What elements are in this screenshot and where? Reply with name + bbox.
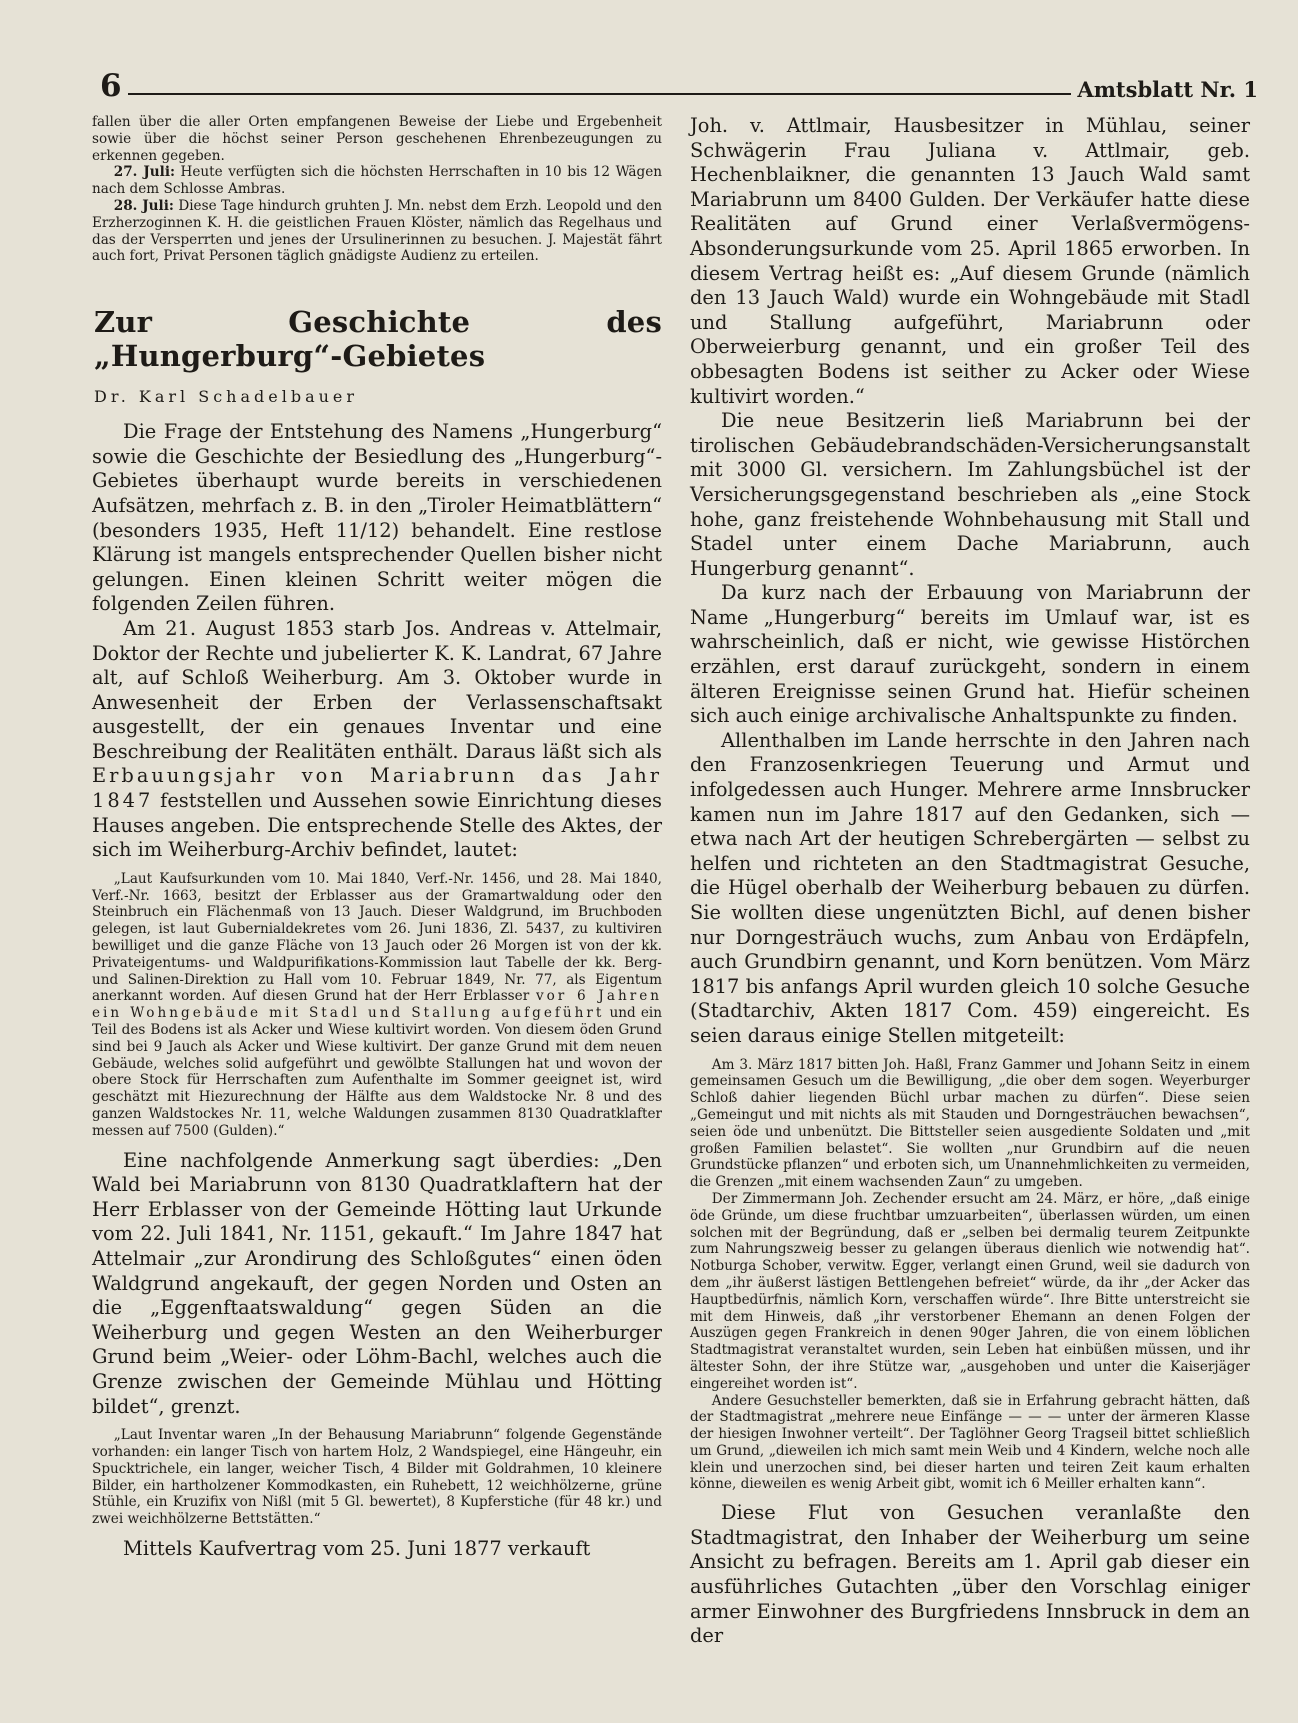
- article-paragraph-4: Mittels Kaufvertrag vom 25. Juni 1877 verkauft: [123, 1536, 591, 1560]
- page-number: 6: [100, 68, 122, 104]
- chronicle-date-28: 28. Juli:: [113, 197, 174, 214]
- paragraph-2-end: feststellen und Aussehen sowie Einrichtung dieses Hauses angeben. Die entsprechende Stelle des Aktes, der sich im Weiherburg-Archiv befindet, lautet:: [92, 789, 662, 862]
- chronicle-entry-27: [92, 164, 662, 198]
- petition-quote-3: Andere Gesuchsteller bemerkten, daß sie in Erfahrung gebracht hätten, daß der Stadtmagistrat „mehrere neue Einfänge — — — unter der ärmeren Klasse der hiesigen Inwohner verteilt“. Der Taglöhner Georg Tragseil bittet schließlich um Grund, „dieweilen ich mich samt mein Weib und 4 Kindern, welche noch alle klein und unerzochen sind, bei dieser harten und teiren Zeit kaum erhalten könne, dieweilen es wenig Arbeit gibt, womit ich 6 Meiller erhalten kann“.: [690, 1392, 1250, 1493]
- chronicle-date-27: 27. Juli:: [113, 164, 175, 181]
- article-paragraph-2: [92, 617, 662, 863]
- inventory-quote: [92, 871, 662, 1140]
- article-title: Zur Geschichte des „Hungerburg“-Gebietes: [94, 305, 662, 374]
- right-paragraph-4: Allenthalben im Lande herrschte in den Jahren nach den Franzosenkriegen Teuerung und Armut und infolgedessen auch Hunger. Mehrere arme Innsbrucker kamen nun im Jahre 1817 auf den Gedanken, sich — etwa nach Art der heutigen Schrebergärten — selbst zu helfen und richteten an den Stadtmagistrat Gesuche, die Hügel oberhalb der Weiherburg bebauen zu dürfen. Sie wollten diese ungenützten Bichl, auf denen bisher nur Dorngesträuch wuchs, zum Anbau von Erdäpfeln, auch Grundbirn genannt, und Korn benützen. Vom März 1817 bis anfangs April wurden gleich 10 solche Gesuche (Stadtarchiv, Akten 1817 Com. 459) eingereicht. Es seien daraus einige Stellen mitgeteilt:: [690, 728, 1250, 1047]
- chronicle-entry-28: [92, 198, 662, 265]
- paragraph-2-spaced: Erbauungsjahr von Mariabrunn das Jahr 1847: [92, 764, 662, 813]
- left-column: [92, 114, 662, 1562]
- header-rule: [128, 93, 1072, 95]
- inventory-quote-spaced: vor 6 Jahren ein Wohngebäude mit Stadl und Stallung aufgeführt: [92, 988, 662, 1022]
- petition-quote-2: Der Zimmermann Joh. Zechender ersucht am 24. März, er höre, „daß einige öde Gründe, um diese fruchtbar umzuarbeiten“, überlassen würden, um einen solchen mit der Begründung, daß er „selben bei dermalig teurem Zeitpunkte zum Nahrungszweig besser zu gelangen überaus dienlich wie notwendig hat“. Notburga Schober, verwitw. Egger, verlangt einen Grund, weil sie dadurch von dem „ihr äußerst lästigen Bettlengehen befreiet“ würde, da ihr „der Acker das Hauptbedürfnis, nämlich Korn, verschaffen würde“. Ihre Bitte unterstreicht sie mit dem Hinweis, daß „ihr verstorbener Ehemann an denen Folgen der Auszügen gegen Frankreich in denen 90ger Jahren, die von einem löblichen Stadtmagistrat veranstaltet wurden, sein Leben hat einbüßen müssen, und ihr ältester Sohn, der ihre Stütze war, „ausgehoben und unter die Kaiserjäger eingereihet worden ist“.: [690, 1190, 1250, 1392]
- right-paragraph-2: Die neue Besitzerin ließ Mariabrunn bei der tirolischen Gebäudebrandschäden-Versicherungsanstalt mit 3000 Gl. versichern. Im Zahlungsbüchel ist der Versicherungsgegenstand beschrieben als „eine Stock hohe, ganz freistehende Wohnbehausung mit Stall und Stadel unter einem Dache Mariabrunn, auch Hungerburg genannt“.: [690, 409, 1250, 580]
- inventory-quote-start: „Laut Kaufsurkunden vom 10. Mai 1840, Verf.-Nr. 1456, und 28. Mai 1840, Verf.-Nr. 1663, besitzt der Erblasser aus der Gramartwaldung oder den Steinbruch ein Flächenmaß von 13 Jauch. Dieser Waldgrund, im Bruchboden gelegen, ist laut Gubernialdekretes vom 26. Juni 1836, Zl. 5437, zu kultiviren bewilliget und die ganze Fläche von 13 Jauch oder 26 Morgen ist von der kk. Privateigentums- und Waldpurifikations-Kommission laut Tabelle der kk. Berg- und Salinen-Direktion zu Hall vom 10. Februar 1849, Nr. 77, als Eigentum anerkannt worden. Auf diesen Grund hat der Herr Erblasser: [92, 870, 662, 1005]
- article-paragraph-3: Eine nachfolgende Anmerkung sagt überdies: „Den Wald bei Mariabrunn von 8130 Quadratklaftern hat der Herr Erblasser von der Gemeinde Hötting laut Urkunde vom 22. Juli 1841, Nr. 1151, gekauft.“ Im Jahre 1847 hat Attelmair „zur Arondirung des Schloßgutes“ einen öden Waldgrund angekauft, der gegen Norden und Osten an die „Eggenftaatswaldung“ gegen Süden an die Weiherburg und gegen Westen an den Weiherburger Grund beim „Weier- oder Löhm-Bachl, welches auch die Grenze zwischen der Gemeinde Mühlau und Hötting bildet“, grenzt.: [92, 1148, 662, 1418]
- right-paragraph-1: Joh. v. Attlmair, Hausbesitzer in Mühlau, seiner Schwägerin Frau Juliana v. Attlmair, geb. Hechenblaikner, die genannten 13 Jauch Wald samt Mariabrunn um 8400 Gulden. Der Verkäufer hatte diese Realitäten auf Grund einer Verlaßvermögens-Absonderungsurkunde vom 25. April 1865 erworben. In diesem Vertrag heißt es: „Auf diesem Grunde (nämlich den 13 Jauch Wald) wurde ein Wohngebäude mit Stadl und Stallung aufgeführt, Mariabrunn oder Oberweierburg genannt, und ein großer Teil des obbesagten Bodens ist seither zu Acker oder Wiese kultivirt worden.“: [690, 114, 1250, 408]
- page-header: [100, 62, 1258, 102]
- inventory-quote-end: und ein Teil des Bodens ist als Acker und Wiese kultivirt worden. Von diesem öden Grund sind bei 9 Jauch als Acker und Wiese kultivirt. Der ganze Grund mit dem neuen Gebäude, welches solid aufgeführt und gewölbte Stallungen hat und wovon der obere Stock für Herrschaften zum Aufenthalte im Sommer geeignet ist, wird geschätzt mit Hiezurechnung der Hälfte aus dem Waldstocke Nr. 8 und des ganzen Waldstockes Nr. 11, welche Waldungen zusammen 8130 Quadratklafter messen auf 7500 (Gulden).“: [92, 1005, 663, 1139]
- article-author: Dr. Karl Schadelbauer: [94, 387, 359, 407]
- masthead: Amtsblatt Nr. 1: [1077, 77, 1258, 102]
- right-column: [690, 114, 1250, 1649]
- chronicle-text-27: Heute verfügten sich die höchsten Herrschaften in 10 bis 12 Wägen nach dem Schlosse Ambras.: [92, 164, 662, 198]
- furniture-quote: „Laut Inventar waren „In der Behausung Mariabrunn“ folgende Gegenstände vorhanden: ein langer Tisch von hartem Holz, 2 Wandspiegel, eine Hängeuhr, ein Spucktrichele, ein langer, weicher Tisch, 4 Bilder mit Goldrahmen, 10 kleinere Bilder, ein hartholzener Kommodkasten, ein Ruhebett, 12 weichhölzerne, grüne Stühle, ein Kruzifix von Nißl (mit 5 Gl. bewertet), 8 Kupferstiche (für 48 kr.) und zwei weichhölzerne Bettstätten.“: [92, 1427, 662, 1528]
- paragraph-2-start: Am 21. August 1853 starb Jos. Andreas v. Attelmair, Doktor der Rechte und jubelierter K. K. Landrat, 67 Jahre alt, auf Schloß Weiherburg. Am 3. Oktober wurde in Anwesenheit der Erben der Verlassenschaftsakt ausgestellt, der ein genaues Inventar und eine Beschreibung der Realitäten enthält. Daraus läßt sich als: [92, 616, 662, 763]
- right-paragraph-3: Da kurz nach der Erbauung von Mariabrunn der Name „Hungerburg“ bereits im Umlauf war, ist es wahrscheinlich, daß er nicht, wie gewisse Histörchen erzählen, erst darauf zurückgeht, sondern in einem älteren Ereignisse seinen Grund hat. Hiefür scheinen sich auch einige archivalische Anhaltspunkte zu finden.: [690, 581, 1250, 728]
- intro-text: fallen über die aller Orten empfangenen Beweise der Liebe und Ergebenheit sowie über die höchst seiner Person geschehenen Ehrenbezeugungen zu erkennen gegeben.: [92, 114, 662, 164]
- article-paragraph-1: Die Frage der Entstehung des Namens „Hungerburg“ sowie die Geschichte der Besiedlung des „Hungerburg“-Gebietes überhaupt wurde bereits in verschiedenen Aufsätzen, mehrfach z. B. in den „Tiroler Heimatblättern“ (besonders 1935, Heft 11/12) behandelt. Eine restlose Klärung ist mangels entsprechender Quellen bisher nicht gelungen. Einen kleinen Schritt weiter mögen die folgenden Zeilen führen.: [92, 420, 662, 616]
- petition-quote-1: Am 3. März 1817 bitten Joh. Haßl, Franz Gammer und Johann Seitz in einem gemeinsamen Gesuch um die Bewilligung, „die ober dem sogen. Weyerburger Schloß dahier liegenden Büchl urbar machen zu dürfen“. Diese seien „Gemeingut und mit nichts als mit Stauden und Dorngesträuchen bewachsen“, seien öde und unbenützt. Die Bittsteller seien ausgediente Soldaten und „mit großen Familien belastet“. Sie wollten „nur Grundbirn auf die neuen Grundstücke pflanzen“ und erboten sich, um Unannehmlichkeiten zu vermeiden, die Grenzen „mit einem wachsenden Zaun“ zu umgeben.: [690, 1056, 1250, 1191]
- chronicle-text-28: Diese Tage hindurch gruhten J. Mn. nebst dem Erzh. Leopold und den Erzherzoginnen K. H. die geistlichen Frauen Klöster, nämlich das Regelhaus und das der Versperrten und jenes der Ursulinerinnen zu besuchen. J. Majestät fährt auch fort, Privat Personen täglich gnädigste Audienz zu erteilen.: [92, 197, 663, 265]
- right-paragraph-5: Diese Flut von Gesuchen veranlaßte den Stadtmagistrat, den Inhaber der Weiherburg um seine Ansicht zu befragen. Bereits am 1. April gab dieser ein ausführliches Gutachten „über den Vorschlag einiger armer Einwohner des Burgfriedens Innsbruck in dem an der: [690, 1501, 1250, 1648]
